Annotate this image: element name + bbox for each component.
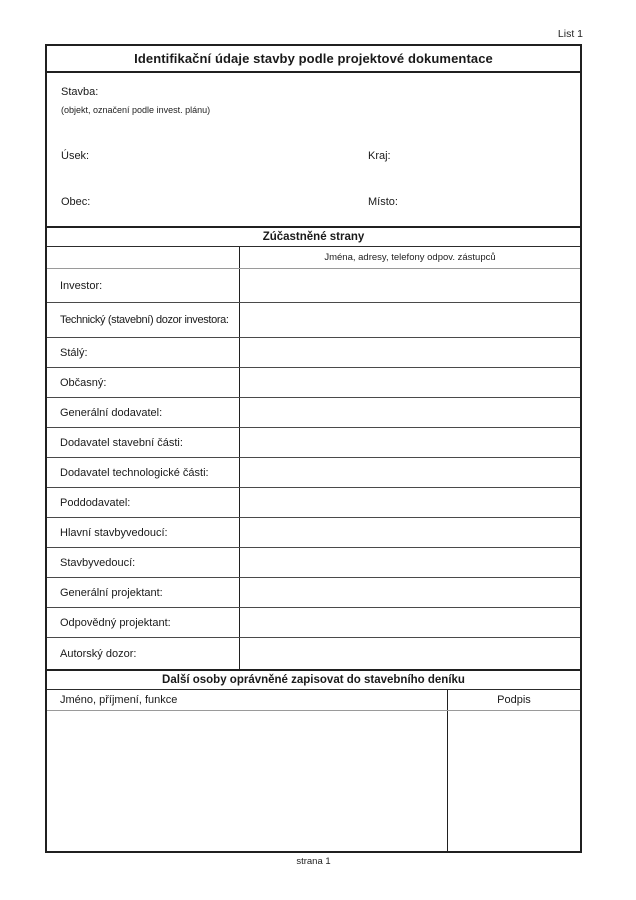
stavba-label: Stavba: — [61, 86, 99, 98]
row-value-cell[interactable] — [240, 548, 580, 577]
row-label: Občasný: — [47, 368, 240, 397]
row-label: Poddodavatel: — [47, 488, 240, 517]
row-value-cell[interactable] — [240, 458, 580, 487]
participants-table-header-row — [47, 247, 580, 269]
row-obcasny — [47, 368, 580, 398]
row-value-cell[interactable] — [240, 578, 580, 607]
usek-input-area[interactable] — [97, 147, 347, 163]
kraj-label: Kraj: — [368, 150, 391, 162]
row-autorsky-dozor — [47, 638, 580, 669]
row-stavbyvedouci — [47, 548, 580, 578]
authorized-section-header: Další osoby oprávněné zapisovat do stavebního deníku — [47, 669, 580, 690]
kraj-input-area[interactable] — [402, 147, 570, 163]
usek-label: Úsek: — [61, 150, 90, 162]
row-label: Stavbyvedoucí: — [47, 548, 240, 577]
stavba-note: (objekt, označení podle invest. plánu) — [61, 105, 211, 115]
row-value-cell[interactable] — [240, 303, 580, 337]
obec-input-area[interactable] — [99, 193, 349, 209]
row-value-cell[interactable] — [240, 608, 580, 637]
name-entries-cell[interactable] — [47, 711, 448, 851]
row-value-cell[interactable] — [240, 638, 580, 669]
misto-label: Místo: — [368, 196, 398, 208]
stavba-input-area[interactable] — [109, 83, 570, 99]
row-value-cell[interactable] — [240, 518, 580, 547]
misto-input-area[interactable] — [407, 193, 570, 209]
row-generalni-dodavatel — [47, 398, 580, 428]
row-value-cell[interactable] — [240, 398, 580, 427]
row-dodavatel-technologicke-casti — [47, 458, 580, 488]
building-info-section — [47, 73, 580, 226]
signature-entries-cell[interactable] — [448, 711, 580, 851]
obec-label: Obec: — [61, 196, 91, 208]
row-label: Dodavatel technologické části: — [47, 458, 240, 487]
row-staly — [47, 338, 580, 368]
participants-table — [47, 247, 580, 669]
row-label: Generální dodavatel: — [47, 398, 240, 427]
row-label: Stálý: — [47, 338, 240, 367]
construction-diary-form — [45, 44, 582, 853]
row-value-cell[interactable] — [240, 338, 580, 367]
row-investor — [47, 269, 580, 303]
row-label: Dodavatel stavební části: — [47, 428, 240, 457]
authorized-entries-area — [47, 711, 580, 851]
row-odpovedny-projektant — [47, 608, 580, 638]
row-label: Technický (stavební) dozor investora: — [47, 303, 240, 337]
row-value-cell[interactable] — [240, 368, 580, 397]
sheet-number-label: List 1 — [557, 28, 583, 40]
row-label: Investor: — [47, 269, 240, 302]
row-label: Hlavní stavbyvedoucí: — [47, 518, 240, 547]
row-poddodavatel — [47, 488, 580, 518]
row-value-cell[interactable] — [240, 488, 580, 517]
row-label: Autorský dozor: — [47, 638, 240, 669]
row-label: Odpovědný projektant: — [47, 608, 240, 637]
participants-header-spacer — [47, 247, 240, 268]
participants-column-note: Jména, adresy, telefony odpov. zástupců — [324, 252, 496, 263]
row-hlavni-stavbyvedouci — [47, 518, 580, 548]
row-generalni-projektant — [47, 578, 580, 608]
row-technicky-stavebni-dozor — [47, 303, 580, 338]
form-title: Identifikační údaje stavby podle projektové dokumentace — [47, 46, 580, 73]
page-number-footer: strana 1 — [296, 856, 331, 867]
authorized-table-header-row — [47, 690, 580, 711]
signature-column-header: Podpis — [497, 694, 531, 706]
row-label: Generální projektant: — [47, 578, 240, 607]
participants-section-header: Zúčastněné strany — [47, 226, 580, 247]
name-column-header: Jméno, příjmení, funkce — [47, 690, 448, 710]
row-dodavatel-stavebni-casti — [47, 428, 580, 458]
row-value-cell[interactable] — [240, 269, 580, 302]
row-value-cell[interactable] — [240, 428, 580, 457]
